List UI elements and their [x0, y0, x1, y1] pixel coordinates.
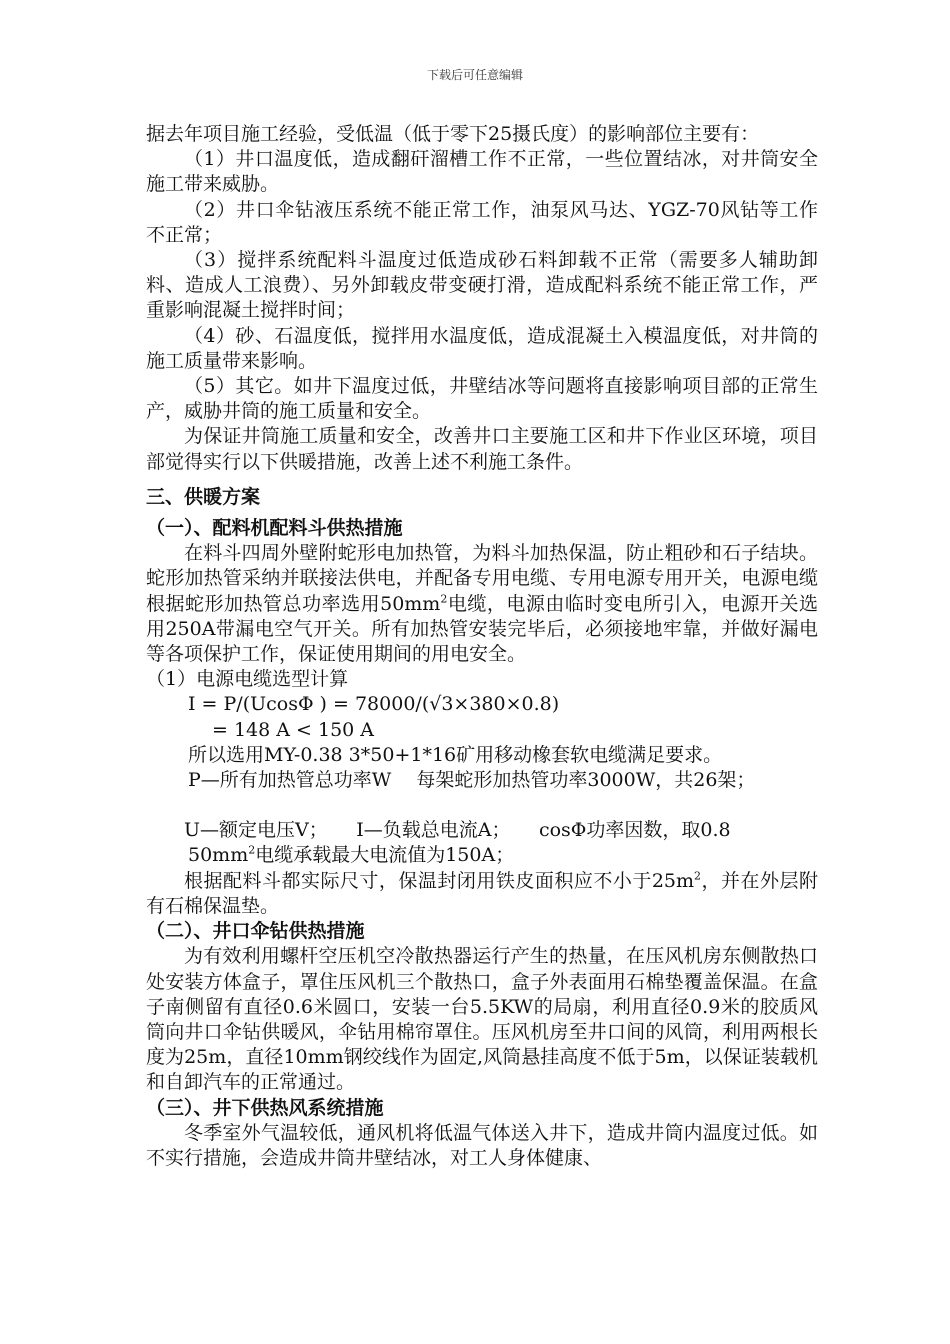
body-paragraph: 所以选用MY-0.38 3*50+1*16矿用移动橡套软电缆满足要求。	[188, 743, 723, 766]
definition-line: U—额定电压V； I—负载总电流A； cosΦ功率因数，取0.8	[184, 819, 731, 842]
text-run: 电缆，电源由临时变电所引入，电源开关选用250A带漏电空气开关。所有加热管安装完毕后，必须接地牢靠，并做好漏电等各项保护工作，保证使用期间的用电安全。	[146, 592, 818, 666]
definition-line: P—所有加热管总功率W 每架蛇形加热管功率3000W，共26架；	[188, 769, 756, 792]
intro-paragraph: 据去年项目施工经验，受低温（低于零下25摄氏度）的影响部位主要有：	[146, 123, 760, 145]
list-item: （5）其它。如井下温度过低，井壁结冰等问题将直接影响项目部的正常生产，威胁井筒的施工质量和安全。	[146, 375, 818, 423]
section-heading: 三、供暖方案	[146, 485, 261, 508]
subsection-heading: （二）、井口伞钻供热措施	[146, 920, 365, 943]
page-header: 下载后可任意编辑	[426, 68, 523, 82]
document-body	[146, 122, 818, 1171]
text-run: 在料斗四周外壁附蛇形电加热管，为料斗加热保温，防止粗砂和石子结块。蛇形加热管采纳并联接法供电，并配备专用电缆、专用电源专用开关，电源电缆根据蛇形加热管总功率选用50mm	[146, 542, 818, 615]
list-item: （1）井口温度低，造成翻矸溜槽工作不正常，一些位置结冰，对井筒安全施工带来威胁。	[146, 148, 818, 196]
summary-paragraph: 为保证井筒施工质量和安全，改善井口主要施工区和井下作业区环境，项目部觉得实行以下供暖措施，改善上述不利施工条件。	[146, 425, 818, 473]
superscript: 2	[440, 592, 448, 606]
list-item: （4）砂、石温度低，搅拌用水温度低，造成混凝土入模温度低，对井筒的施工质量带来影响。	[146, 324, 818, 372]
list-item: （2）井口伞钻液压系统不能正常工作，油泵风马达、YGZ-70风钻等工作不正常；	[146, 198, 818, 246]
superscript: 2	[694, 869, 702, 883]
body-paragraph: 冬季室外气温较低，通风机将低温气体送入井下，造成井筒内温度过低。如不实行措施，会造成井筒井壁结冰，对工人身体健康、	[146, 1121, 818, 1169]
body-paragraph	[146, 869, 818, 919]
subsection-heading: （一）、配料机配料斗供热措施	[146, 517, 403, 540]
calc-title: （1）电源电缆选型计算	[146, 668, 349, 691]
formula-line: = 148 A < 150 A	[212, 718, 375, 741]
body-paragraph: 为有效利用螺杆空压机空冷散热器运行产生的热量，在压风机房东侧散热口处安装方体盒子，罩住压风机三个散热口，盒子外表面用石棉垫覆盖保温。在盒子南侧留有直径0.6米圆口，安装一台5.5KW的局扇，利用直径0.9米的胶质风筒向井口伞钻供暖风，伞钻用棉帘罩住。压风机房至井口间的风筒，利用两根长度为25m，直径10mm钢绞线作为固定,风筒悬挂高度不低于5m，以保证装载机和自卸汽车的正常通过。	[146, 945, 818, 1094]
text-run: 根据配料斗都实际尺寸，保温封闭用铁皮面积应不小于25m	[184, 869, 695, 892]
text-run: 50mm	[188, 844, 249, 867]
body-paragraph	[146, 843, 818, 868]
formula-line: I = P/(UcosΦ ) = 78000/(√3×380×0.8)	[188, 693, 560, 716]
subsection-heading: （三）、井下供热风系统措施	[146, 1096, 384, 1119]
superscript: 2	[248, 844, 256, 858]
text-run: ，并在外层附有石棉保温垫。	[146, 869, 818, 917]
text-run: 电缆承载最大电流值为150A；	[255, 844, 515, 867]
list-item: （3）搅拌系统配料斗温度过低造成砂石料卸载不正常（需要多人辅助卸料、造成人工浪费）、另外卸载皮带变硬打滑，造成配料系统不能正常工作，严重影响混凝土搅拌时间；	[146, 249, 818, 322]
body-paragraph	[146, 541, 818, 667]
